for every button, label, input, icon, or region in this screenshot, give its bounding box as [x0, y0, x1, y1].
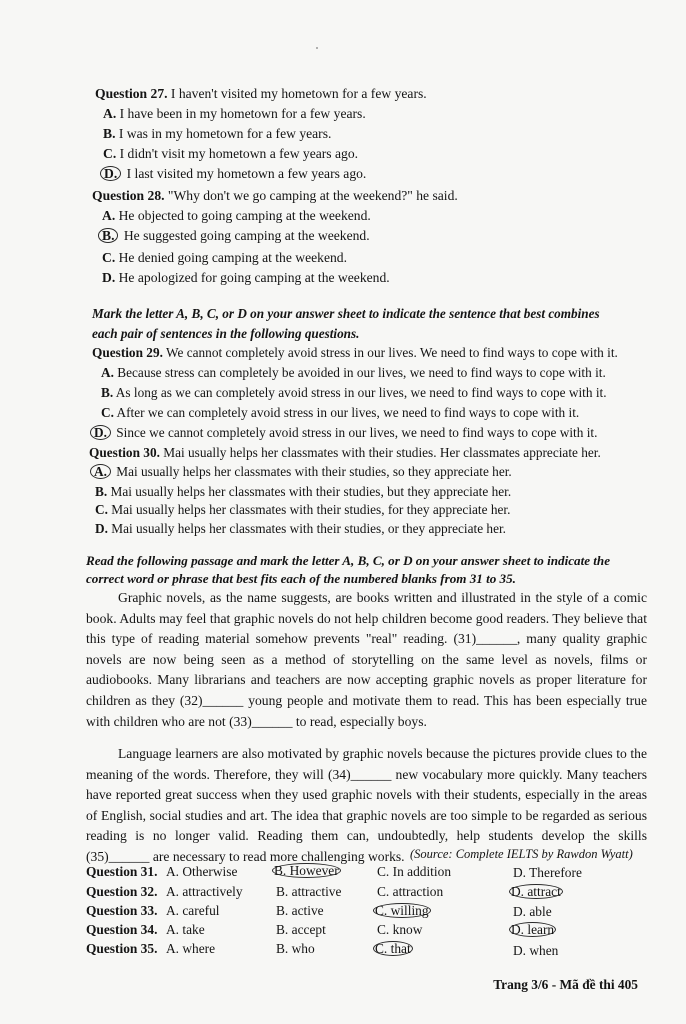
text-span: Because stress can completely be avoided in our lives, we need to find ways to cope with it. [113, 365, 606, 380]
q27-option-c [103, 146, 358, 162]
passage-paragraph-1: Graphic novels, as the name suggests, are books written and illustrated in the style of a comic book. Adults may feel that graphic novels do not help children become good readers. They believe that this type of reading material somehow prevents "real" reading. (31)______, many quality graphic novels are now being seen as a method of storytelling on the same level as novels, films or audiobooks. Many librarians and teachers are now accepting graphic novels as proper literature for children as they (32)______ young people and motivate them to read. This has been especially true with children who are not (33)______ to read, especially boys. [86, 590, 647, 729]
question-29-stem [92, 345, 618, 361]
text-span: "Why don't we go camping at the weekend?" he said. [164, 188, 458, 203]
text-span: Question 32. [86, 884, 158, 899]
text-span: D. able [513, 904, 552, 919]
text-span: C. [101, 405, 114, 420]
text-span: He denied going camping at the weekend. [115, 250, 347, 265]
text-span: I last visited my hometown a few years ago. [123, 166, 367, 181]
instruction-line: Mark the letter A, B, C, or D on your answer sheet to indicate the sentence that best combines [92, 306, 600, 321]
selected-answer-mark: D. [90, 425, 111, 440]
selected-answer-mark [509, 922, 558, 938]
text-span: Question 31. [86, 864, 158, 879]
q29-option-c [101, 405, 579, 421]
text-span: A. [101, 365, 114, 380]
text-span: B. who [276, 941, 315, 956]
q29-option-d [90, 425, 597, 441]
question-28-stem [92, 188, 458, 204]
selected-answer-mark [272, 863, 343, 879]
text-span: I didn't visit my hometown a few years ago. [116, 146, 359, 161]
instruction-line: each pair of sentences in the following questions. [92, 326, 360, 341]
scan-speck [316, 47, 318, 49]
text-span: A. careful [166, 903, 220, 918]
text-span: B. [95, 484, 108, 499]
text-span: A. take [166, 922, 205, 937]
text-span: C. attraction [377, 884, 444, 899]
text-span: C. willing [375, 903, 429, 918]
selected-answer-mark: A. [90, 464, 111, 479]
text-span: C. know [377, 922, 423, 937]
text-span: D. attract [511, 884, 561, 899]
text-span: Question 30. [89, 445, 160, 460]
text-span: Mai usually helps her classmates with their studies, for they appreciate her. [107, 502, 511, 517]
text-span: After we can completely avoid stress in our lives, we need to find ways to cope with it. [113, 405, 580, 420]
text-span: D. [95, 521, 108, 536]
text-span: Mai usually helps her classmates with their studies, so they appreciate her. [112, 464, 512, 479]
text-span: I have been in my hometown for a few years. [116, 106, 366, 121]
q27-option-b [103, 126, 331, 142]
instruction-line: correct word or phrase that best fits each of the numbered blanks from 31 to 35. [86, 571, 516, 586]
text-span: He suggested going camping at the weekend. [120, 228, 370, 243]
passage-source: (Source: Complete IELTS by Rawdon Wyatt) [410, 847, 633, 861]
text-span: A. [103, 106, 117, 121]
text-span: C. [103, 146, 117, 161]
text-span: C. In addition [377, 864, 452, 879]
text-span: C. [102, 250, 116, 265]
selected-answer-mark: D. [100, 166, 121, 181]
instruction-line: Read the following passage and mark the letter A, B, C, or D on your answer sheet to indicate the [86, 553, 611, 568]
text-span: Question 28. [92, 188, 165, 203]
selected-answer-mark: B. [98, 228, 118, 243]
text-span: As long as we can completely avoid stress in our lives, we need to find ways to cope with it. [113, 385, 607, 400]
text-span: B. [103, 126, 116, 141]
text-span: A. Otherwise [166, 864, 238, 879]
text-span: Question 33. [86, 903, 158, 918]
q28-option-c [102, 250, 347, 266]
text-span: Question 29. [92, 345, 163, 360]
selected-answer-mark [509, 884, 565, 900]
passage-paragraph-2: Language learners are also motivated by graphic novels because the pictures provide clues to the meaning of the words. Therefore, they will (34)______ new vocabulary more quickly. Many teachers have reported great success when they used graphic novels with their students, especially in the areas of English, social studies and art. The idea that graphic novels are too simple to be regarded as serious reading is no longer valid. Reading them can, undoubtedly, help students develop the skills (35)______ are necessary to read more challenging works. [86, 746, 647, 864]
text-span: D. [102, 270, 116, 285]
text-span: B. [101, 385, 114, 400]
q27-option-a [103, 106, 366, 122]
q28-option-d [102, 270, 390, 286]
q30-option-d [95, 521, 506, 537]
selected-answer-mark [373, 903, 433, 919]
text-span: Question 27. [95, 86, 168, 101]
text-span: Since we cannot completely avoid stress in our lives, we need to find ways to cope with it. [112, 425, 598, 440]
q27-option-d [100, 166, 366, 182]
text-span: C. that [375, 941, 411, 956]
question-30-stem [89, 445, 601, 461]
q29-option-b [101, 385, 607, 401]
text-span: A. where [166, 941, 216, 956]
text-span: D. Therefore [513, 865, 582, 880]
text-span: He objected to going camping at the weekend. [115, 208, 371, 223]
text-span: A. attractively [166, 884, 243, 899]
text-span: We cannot completely avoid stress in our lives. We need to find ways to cope with it. [162, 345, 618, 360]
q28-option-a [102, 208, 371, 224]
text-span: B. attractive [276, 884, 342, 899]
text-span: B. However [274, 863, 339, 878]
text-span: Mai usually helps her classmates with their studies, or they appreciate her. [107, 521, 506, 536]
q29-option-a [101, 365, 606, 381]
text-span: Question 35. [86, 941, 158, 956]
text-span: Mai usually helps her classmates with their studies, but they appreciate her. [107, 484, 512, 499]
text-span: D. when [513, 943, 559, 958]
q30-option-c [95, 502, 510, 518]
q30-option-a [90, 464, 512, 480]
text-span: He apologized for going camping at the weekend. [115, 270, 390, 285]
text-span: Mai usually helps her classmates with their studies. Her classmates appreciate her. [159, 445, 601, 460]
text-span: A. [102, 208, 116, 223]
text-span: Question 34. [86, 922, 158, 937]
question-27-stem [95, 86, 427, 102]
page-footer: Trang 3/6 - Mã đề thi 405 [493, 977, 638, 992]
text-span: I haven't visited my hometown for a few years. [167, 86, 427, 101]
text-span: I was in my hometown for a few years. [115, 126, 332, 141]
text-span: B. active [276, 903, 324, 918]
q30-option-b [95, 484, 511, 500]
text-span: B. accept [276, 922, 326, 937]
text-span: C. [95, 502, 108, 517]
text-span: D. learn [511, 922, 555, 937]
q28-option-b [98, 228, 370, 244]
selected-answer-mark [373, 941, 415, 957]
